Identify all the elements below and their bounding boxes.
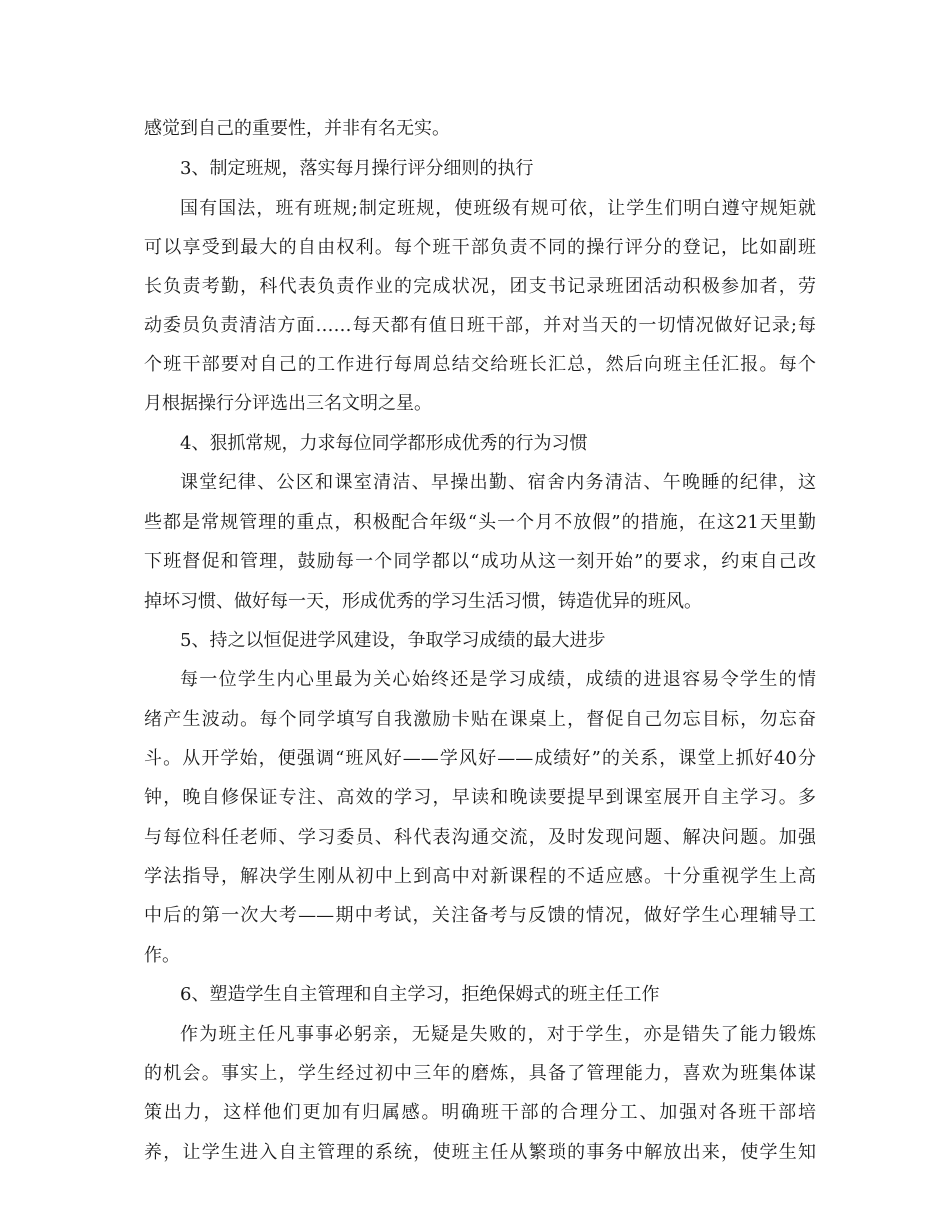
text-line: 每一位学生内心里最为关心始终还是学习成绩，成绩的进退容易令学生的情 xyxy=(180,669,816,690)
text-line: 策出力，这样他们更加有归属感。明确班干部的合理分工、加强对各班干部培 xyxy=(144,1102,816,1123)
text-line: 些都是常规管理的重点，积极配合年级“头一个月不放假”的措施，在这21天里勤 xyxy=(144,512,816,533)
text-line: 中后的第一次大考——期中考试，关注备考与反馈的情况，做好学生心理辅导工 xyxy=(144,905,816,926)
text-line: 养，让学生进入自主管理的系统，使班主任从繁琐的事务中解放出来，使学生知 xyxy=(144,1142,816,1163)
section-heading: 3、制定班规，落实每月操行评分细则的执行 xyxy=(180,158,534,179)
text-line: 钟，晚自修保证专注、高效的学习，早读和晚读要提早到课室展开自主学习。多 xyxy=(144,787,816,808)
text-line: 个班干部要对自己的工作进行每周总结交给班长汇总，然后向班主任汇报。每个 xyxy=(144,354,816,375)
text-line: 的机会。事实上，学生经过初中三年的磨炼，具备了管理能力，喜欢为班集体谋 xyxy=(144,1063,816,1084)
text-line: 斗。从开学始，便强调“班风好——学风好——成绩好”的关系，课堂上抓好40分 xyxy=(144,748,816,769)
text-line: 掉坏习惯、做好每一天，形成优秀的学习生活习惯，铸造优异的班风。 xyxy=(144,591,702,612)
text-line: 可以享受到最大的自由权利。每个班干部负责不同的操行评分的登记，比如副班 xyxy=(144,237,816,258)
text-line: 感觉到自己的重要性，并非有名无实。 xyxy=(144,118,450,139)
section-heading: 4、狠抓常规，力求每位同学都形成优秀的行为习惯 xyxy=(180,433,588,454)
section-heading: 5、持之以恒促进学风建设，争取学习成绩的最大进步 xyxy=(180,630,606,651)
section-heading: 6、塑造学生自主管理和自主学习，拒绝保姆式的班主任工作 xyxy=(180,984,660,1005)
text-line: 动委员负责清洁方面……每天都有值日班干部，并对当天的一切情况做好记录;每 xyxy=(144,315,816,336)
text-line: 作为班主任凡事事必躬亲，无疑是失败的，对于学生，亦是错失了能力锻炼 xyxy=(180,1024,816,1045)
text-line: 长负责考勤，科代表负责作业的完成状况，团支书记录班团活动积极参加者，劳 xyxy=(144,276,816,297)
text-line: 国有国法，班有班规;制定班规，使班级有规可依，让学生们明白遵守规矩就 xyxy=(180,198,816,219)
text-line: 月根据操行分评选出三名文明之星。 xyxy=(144,393,432,414)
text-line: 课堂纪律、公区和课室清洁、早操出勤、宿舍内务清洁、午晚睡的纪律，这 xyxy=(180,472,816,493)
text-line: 作。 xyxy=(144,945,180,966)
text-line: 与每位科任老师、学习委员、科代表沟通交流，及时发现问题、解决问题。加强 xyxy=(144,827,816,848)
text-line: 学法指导，解决学生刚从初中上到高中对新课程的不适应感。十分重视学生上高 xyxy=(144,866,816,887)
text-line: 下班督促和管理，鼓励每一个同学都以“成功从这一刻开始”的要求，约束自己改 xyxy=(144,551,816,572)
text-line: 绪产生波动。每个同学填写自我激励卡贴在课桌上，督促自己勿忘目标，勿忘奋 xyxy=(144,709,816,730)
